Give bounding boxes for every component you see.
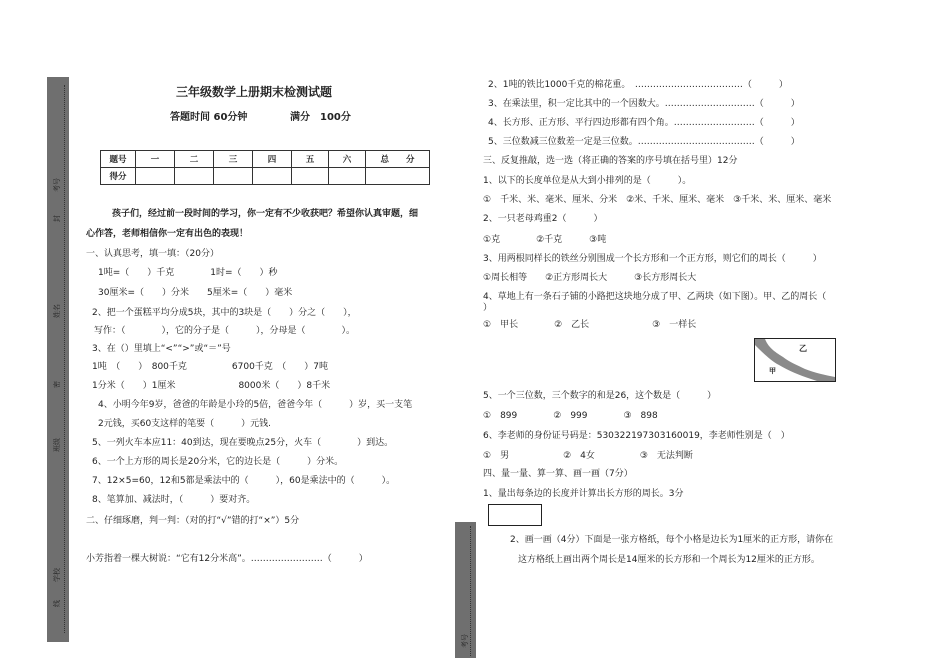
score-input-cell[interactable]: [366, 168, 430, 185]
section1-item: 6、一个上方形的周长是20分米，它的边长是（ ）分米。: [92, 457, 344, 467]
section4-item: 这方格纸上画出两个周长是14厘米的长方形和一个周长为12厘米的正方形。: [518, 555, 820, 565]
label-seal: 封: [53, 215, 61, 222]
left-binding-dotted-line: [64, 85, 65, 633]
figure-label-jia: 甲: [769, 367, 776, 375]
section3-item: ①周长相等 ②正方形周长大 ③长方形周长大: [483, 273, 697, 283]
page-title: 三年级数学上册期末检测试题: [176, 85, 333, 99]
section3-item: 4、草地上有一条石子铺的小路把这块地分成了甲、乙两块（如下图）。甲、乙的周长（: [483, 292, 827, 302]
section1-item: 3、在（）里填上“<”“>”或“＝”号: [92, 344, 231, 354]
section3-item: ① 899 ② 999 ③ 898: [483, 411, 658, 421]
section3-item: 2、一只老母鸡重2（ ）: [483, 214, 603, 224]
header-cell: 三: [214, 151, 253, 168]
section3-item: 3、用两根同样长的铁丝分别围成一个长方形和一个正方形，则它们的周长（ ）: [483, 254, 822, 264]
score-table-header-row: [101, 151, 430, 168]
section2-item: 2、1吨的铁比1000千克的棉花重。 ………………………………（ ）: [488, 80, 788, 90]
section2-item: 4、长方形、正方形、平行四边形都有四个角。………………………（ ）: [488, 118, 800, 128]
header-cell: 题号: [101, 151, 136, 168]
section4-item: 1、量出每条边的长度并计算出长方形的周长。3分: [483, 489, 684, 499]
right-binding-dotted-line: [470, 526, 471, 656]
section1-item: 4、小明今年9岁，爸爸的年龄是小玲的5倍，爸爸今年（ ）岁，买一支笔: [98, 400, 413, 410]
section1-item: 2、把一个蛋糕平均分成5块，其中的3块是（ ）分之（ ），: [92, 308, 357, 318]
rectangle-to-measure: [488, 504, 542, 526]
score-input-cell[interactable]: [253, 168, 292, 185]
score-input-cell[interactable]: [329, 168, 366, 185]
path-figure: [754, 338, 836, 382]
section3-item: ）: [483, 303, 493, 313]
row-label-cell: 得分: [101, 168, 136, 185]
header-cell: 二: [175, 151, 214, 168]
score-table-score-row: [101, 168, 430, 185]
section1-item: 写作：（ ），它的分子是（ ），分母是（ ）。: [94, 326, 356, 336]
full-score: 满分 100分: [290, 112, 351, 123]
label-exam-number: 考号: [53, 178, 61, 192]
section3-item: ① 千米、米、毫米、厘米、分米 ②米、千米、厘米、毫米 ③千米、米、厘米、毫米: [483, 195, 832, 205]
section3-item: 1、以下的长度单位是从大到小排列的是（ ）。: [483, 176, 692, 186]
label-dense: 密: [53, 381, 61, 388]
header-cell: 五: [292, 151, 329, 168]
left-binding-bar: [47, 77, 69, 642]
section1-item: 30厘米=（ ）分米 5厘米=（ ）毫米: [98, 288, 293, 298]
label-school: 学校: [53, 568, 61, 582]
score-input-cell[interactable]: [292, 168, 329, 185]
figure-label-yi: 乙: [799, 344, 807, 353]
label-line: 线: [53, 600, 61, 607]
header-cell: 四: [253, 151, 292, 168]
intro-line: 孩子们，经过前一段时间的学习，你一定有不少收获吧？希望你认真审题，细: [112, 209, 419, 219]
exam-time: 答题时间 60分钟: [170, 112, 248, 123]
header-cell: 六: [329, 151, 366, 168]
section3-item: ①克 ②千克 ③吨: [483, 235, 607, 245]
section3-item: 6、李老师的身份证号码是：530322197303160019，李老师性别是（ ）: [483, 431, 790, 441]
section1-item: 1吨 （ ） 800千克 6700千克 （ ）7吨: [92, 362, 329, 372]
section2-title: 二、仔细琢磨，判一判：（对的打“√”错的打“×”）5分: [86, 516, 300, 526]
section3-item: 5、一个三位数，三个数字的和是26，这个数是（ ）: [483, 391, 717, 401]
header-cell: 一: [136, 151, 175, 168]
section4-item: 2、画一画（4分）下面是一张方格纸，每个小格是边长为1厘米的正方形，请你在: [510, 535, 834, 545]
intro-line: 心作答，老师相信你一定有出色的表现！: [86, 229, 249, 239]
section1-item: 1吨=（ ）千克 1时=（ ）秒: [98, 268, 278, 278]
section1-item: 8、笔算加、减法时，（ ）要对齐。: [92, 495, 256, 505]
section1-item: 5、一列火车本应11：40到达，现在要晚点25分，火车（ ）到达。: [92, 438, 394, 448]
header-cell: 总 分: [366, 151, 430, 168]
label-class: 班级: [53, 438, 61, 452]
section1-item: 1分米（ ）1厘米 8000米（ ）8千米: [92, 381, 331, 391]
section1-title: 一、认真思考，填一填：（20分）: [86, 249, 219, 259]
score-input-cell[interactable]: [136, 168, 175, 185]
section2-item: 3、在乘法里，积一定比其中的一个因数大。…………………………（ ）: [488, 99, 800, 109]
path-figure-drawing: [755, 339, 835, 381]
section3-title: 三、反复推敲，选一选（将正确的答案的序号填在括号里）12分: [483, 156, 738, 166]
section2-item: 小芳指着一棵大树说：“它有12分米高”。……………………（ ）: [86, 554, 368, 564]
score-input-cell[interactable]: [175, 168, 214, 185]
score-input-cell[interactable]: [214, 168, 253, 185]
section2-item: 5、三位数减三位数差一定是三位数。…………………………………（ ）: [488, 137, 800, 147]
section1-item: 7、12×5=60，12和5都是乘法中的（ ），60是乘法中的（ ）。: [92, 476, 396, 486]
section1-item: 2元钱，买60支这样的笔要（ ）元钱.: [98, 419, 272, 429]
label-exam-number-right: 考号: [461, 634, 469, 648]
score-table: [100, 150, 430, 185]
section3-item: ① 男 ② 4女 ③ 无法判断: [483, 451, 693, 461]
label-name: 姓名: [53, 304, 61, 318]
section3-item: ① 甲长 ② 乙长 ③ 一样长: [483, 320, 697, 330]
section4-title: 四、量一量、算一算、画一画（7分）: [483, 469, 633, 479]
